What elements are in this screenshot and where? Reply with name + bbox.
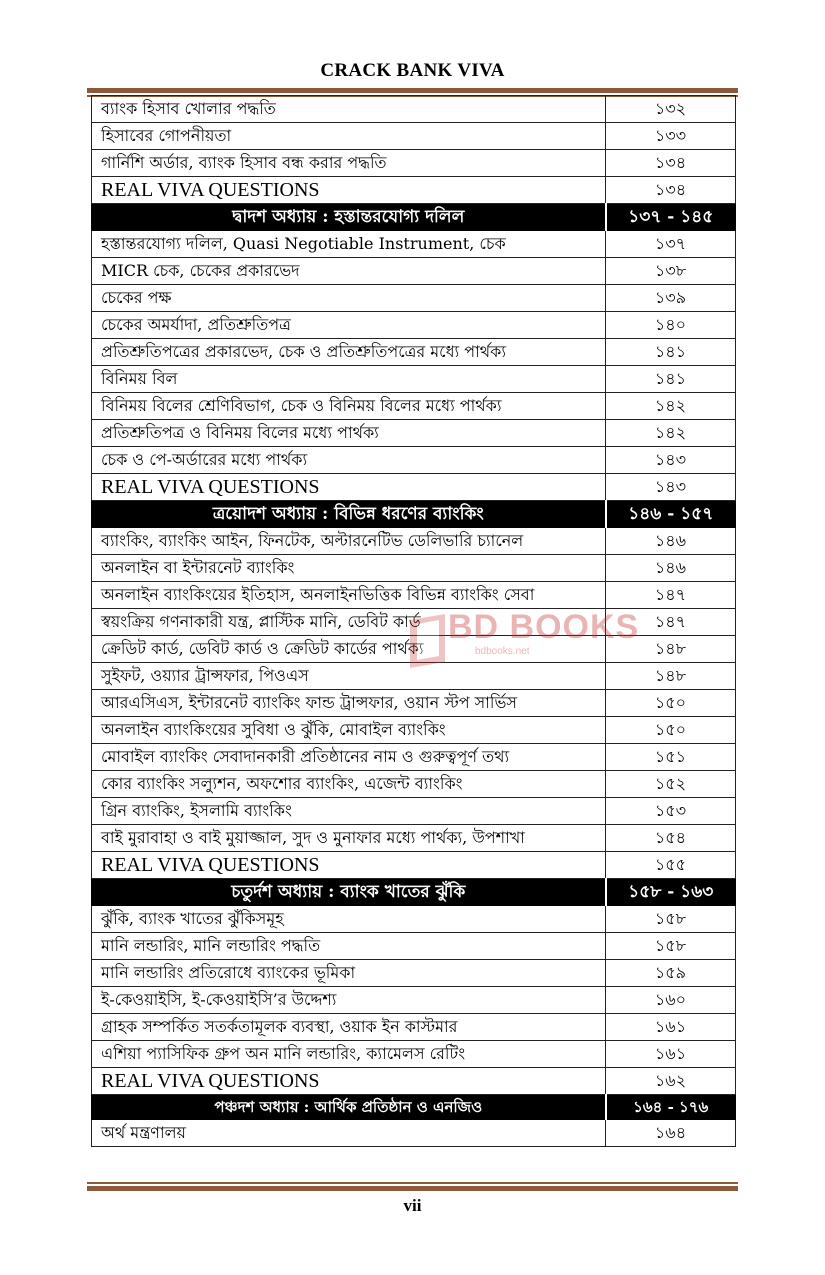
toc-row bbox=[92, 1120, 736, 1147]
running-header: CRACK BANK VIVA bbox=[320, 60, 505, 81]
page-number-cell: ১৪৮ bbox=[606, 663, 736, 690]
topic-title: প্রতিশ্রুতিপত্র ও বিনিময় বিলের মধ্যে পার্থক্য bbox=[92, 420, 606, 447]
page-number-cell: ১৪৩ bbox=[606, 447, 736, 474]
topic-title: REAL VIVA QUESTIONS bbox=[92, 852, 606, 879]
real-viva-questions-row bbox=[92, 852, 736, 879]
topic-title: অনলাইন ব্যাংকিংয়ের সুবিধা ও ঝুঁকি, মোবাইল ব্যাংকিং bbox=[92, 717, 606, 744]
topic-title: চেক ও পে-অর্ডারের মধ্যে পার্থক্য bbox=[92, 447, 606, 474]
topic-title: মানি লন্ডারিং প্রতিরোধে ব্যাংকের ভূমিকা bbox=[92, 960, 606, 987]
toc-row bbox=[92, 312, 736, 339]
page-number-cell: ১৪১ bbox=[606, 339, 736, 366]
topic-title: স্বয়ংক্রিয় গণনাকারী যন্ত্র, প্লাস্টিক মানি, ডেবিট কার্ড bbox=[92, 609, 606, 636]
topic-title: কোর ব্যাংকিং সল্যুশন, অফশোর ব্যাংকিং, এজেন্ট ব্যাংকিং bbox=[92, 771, 606, 798]
topic-title: ঝুঁকি, ব্যাংক খাতের ঝুঁকিসমূহ bbox=[92, 906, 606, 933]
real-viva-questions-row bbox=[92, 474, 736, 501]
toc-row bbox=[92, 285, 736, 312]
toc-row bbox=[92, 555, 736, 582]
topic-title: REAL VIVA QUESTIONS bbox=[92, 1068, 606, 1095]
page-number-cell: ১৩২ bbox=[606, 96, 736, 123]
topic-title: হিসাবের গোপনীয়তা bbox=[92, 123, 606, 150]
chapter-page-range: ১৫৮ - ১৬৩ bbox=[606, 879, 736, 906]
toc-row bbox=[92, 393, 736, 420]
page-number-cell: ১৫৯ bbox=[606, 960, 736, 987]
page-number-cell: ১৫১ bbox=[606, 744, 736, 771]
chapter-page-range: ১৩৭ - ১৪৫ bbox=[606, 204, 736, 231]
toc-row bbox=[92, 258, 736, 285]
page-number-cell: ১৫৪ bbox=[606, 825, 736, 852]
table-of-contents bbox=[91, 95, 736, 1147]
toc-row bbox=[92, 771, 736, 798]
page-number-cell: ১৫৩ bbox=[606, 798, 736, 825]
page-number-cell: ১৪৭ bbox=[606, 609, 736, 636]
page-number-cell: ১৫০ bbox=[606, 690, 736, 717]
chapter-title: দ্বাদশ অধ্যায় : হস্তান্তরযোগ্য দলিল bbox=[92, 204, 606, 231]
topic-title: গ্রিন ব্যাংকিং, ইসলামি ব্যাংকিং bbox=[92, 798, 606, 825]
toc-row bbox=[92, 663, 736, 690]
toc-row bbox=[92, 933, 736, 960]
header-rule bbox=[87, 88, 738, 93]
topic-title: বিনিময় বিল bbox=[92, 366, 606, 393]
chapter-title: পঞ্চদশ অধ্যায় : আর্থিক প্রতিষ্ঠান ও এনজিও bbox=[92, 1095, 606, 1120]
page-number-cell: ১৬১ bbox=[606, 1041, 736, 1068]
topic-title: ই-কেওয়াইসি, ই-কেওয়াইসি’র উদ্দেশ্য bbox=[92, 987, 606, 1014]
topic-title: প্রতিশ্রুতিপত্রের প্রকারভেদ, চেক ও প্রতিশ্রুতিপত্রের মধ্যে পার্থক্য bbox=[92, 339, 606, 366]
real-viva-questions-row bbox=[92, 1068, 736, 1095]
page-number-cell: ১৪৩ bbox=[606, 474, 736, 501]
page-number-cell: ১৬২ bbox=[606, 1068, 736, 1095]
chapter-heading-row bbox=[92, 501, 736, 528]
footer-rule bbox=[87, 1186, 738, 1191]
toc-row bbox=[92, 582, 736, 609]
topic-title: হস্তান্তরযোগ্য দলিল, Quasi Negotiable Instrument, চেক bbox=[92, 231, 606, 258]
page-number-cell: ১৫৮ bbox=[606, 933, 736, 960]
page-number: vii bbox=[403, 1196, 422, 1215]
topic-title: বিনিময় বিলের শ্রেণিবিভাগ, চেক ও বিনিময় বিলের মধ্যে পার্থক্য bbox=[92, 393, 606, 420]
toc-row bbox=[92, 150, 736, 177]
page-number-cell: ১৪৬ bbox=[606, 555, 736, 582]
page-number-cell: ১৪০ bbox=[606, 312, 736, 339]
page-number-cell: ১৪২ bbox=[606, 420, 736, 447]
toc-row bbox=[92, 231, 736, 258]
toc-row bbox=[92, 1014, 736, 1041]
topic-title: গার্নিশি অর্ডার, ব্যাংক হিসাব বন্ধ করার পদ্ধতি bbox=[92, 150, 606, 177]
topic-title: ক্রেডিট কার্ড, ডেবিট কার্ড ও ক্রেডিট কার্ডের পার্থক্য bbox=[92, 636, 606, 663]
page-number-cell: ১৩৯ bbox=[606, 285, 736, 312]
toc-row bbox=[92, 960, 736, 987]
toc-row bbox=[92, 1041, 736, 1068]
topic-title: মোবাইল ব্যাংকিং সেবাদানকারী প্রতিষ্ঠানের নাম ও গুরুত্বপূর্ণ তথ্য bbox=[92, 744, 606, 771]
page-number-cell: ১৪৮ bbox=[606, 636, 736, 663]
page-number-cell: ১৫৮ bbox=[606, 906, 736, 933]
page-number-cell: ১৩৭ bbox=[606, 231, 736, 258]
chapter-heading-row bbox=[92, 204, 736, 231]
page-number-cell: ১৪৭ bbox=[606, 582, 736, 609]
topic-title: মানি লন্ডারিং, মানি লন্ডারিং পদ্ধতি bbox=[92, 933, 606, 960]
chapter-title: চতুর্দশ অধ্যায় : ব্যাংক খাতের ঝুঁকি bbox=[92, 879, 606, 906]
page-number-cell: ১৫৫ bbox=[606, 852, 736, 879]
page-number-cell: ১৩৩ bbox=[606, 123, 736, 150]
footer-rule-thin bbox=[87, 1182, 738, 1184]
topic-title: ব্যাংকিং, ব্যাংকিং আইন, ফিনটেক, অল্টারনেটিভ ডেলিভারি চ্যানেল bbox=[92, 528, 606, 555]
page-number-cell: ১৩৪ bbox=[606, 177, 736, 204]
topic-title: এশিয়া প্যাসিফিক গ্রুপ অন মানি লন্ডারিং, ক্যামেলস রেটিং bbox=[92, 1041, 606, 1068]
chapter-heading-row bbox=[92, 879, 736, 906]
page-number-cell: ১৫০ bbox=[606, 717, 736, 744]
toc-row bbox=[92, 420, 736, 447]
topic-title: চেকের অমর্যাদা, প্রতিশ্রুতিপত্র bbox=[92, 312, 606, 339]
topic-title: চেকের পক্ষ bbox=[92, 285, 606, 312]
watermark-subtext: bdbooks.net bbox=[475, 646, 530, 657]
topic-title: ব্যাংক হিসাব খোলার পদ্ধতি bbox=[92, 96, 606, 123]
chapter-page-range: ১৬৪ - ১৭৬ bbox=[606, 1095, 736, 1120]
page-number-cell: ১৫২ bbox=[606, 771, 736, 798]
toc-row bbox=[92, 798, 736, 825]
topic-title: আরএসিএস, ইন্টারনেট ব্যাংকিং ফান্ড ট্রান্সফার, ওয়ান স্টপ সার্ভিস bbox=[92, 690, 606, 717]
toc-row bbox=[92, 339, 736, 366]
toc-row bbox=[92, 825, 736, 852]
topic-title: বাই মুরাবাহা ও বাই মুয়াজ্জাল, সুদ ও মুনাফার মধ্যে পার্থক্য, উপশাখা bbox=[92, 825, 606, 852]
topic-title: MICR চেক, চেকের প্রকারভেদ bbox=[92, 258, 606, 285]
toc-row bbox=[92, 123, 736, 150]
topic-title: অনলাইন বা ইন্টারনেট ব্যাংকিং bbox=[92, 555, 606, 582]
page-number-cell: ১৪৬ bbox=[606, 528, 736, 555]
toc-row bbox=[92, 96, 736, 123]
chapter-page-range: ১৪৬ - ১৫৭ bbox=[606, 501, 736, 528]
toc-row bbox=[92, 447, 736, 474]
real-viva-questions-row bbox=[92, 177, 736, 204]
page-number-cell: ১৪২ bbox=[606, 393, 736, 420]
topic-title: অনলাইন ব্যাংকিংয়ের ইতিহাস, অনলাইনভিত্তিক বিভিন্ন ব্যাংকিং সেবা bbox=[92, 582, 606, 609]
page-number-cell: ১৬৪ bbox=[606, 1120, 736, 1147]
toc-row bbox=[92, 987, 736, 1014]
topic-title: গ্রাহক সম্পর্কিত সতর্কতামূলক ব্যবস্থা, ওয়াক ইন কাস্টমার bbox=[92, 1014, 606, 1041]
chapter-heading-row bbox=[92, 1095, 736, 1120]
topic-title: REAL VIVA QUESTIONS bbox=[92, 474, 606, 501]
page-number-cell: ১৩৮ bbox=[606, 258, 736, 285]
topic-title: অর্থ মন্ত্রণালয় bbox=[92, 1120, 606, 1147]
toc-row bbox=[92, 366, 736, 393]
toc-row bbox=[92, 744, 736, 771]
toc-row bbox=[92, 717, 736, 744]
chapter-title: ত্রয়োদশ অধ্যায় : বিভিন্ন ধরণের ব্যাংকিং bbox=[92, 501, 606, 528]
topic-title: REAL VIVA QUESTIONS bbox=[92, 177, 606, 204]
watermark-text: BD BOOKS bbox=[448, 608, 640, 646]
page-number-cell: ১৩৪ bbox=[606, 150, 736, 177]
page-number-cell: ১৪১ bbox=[606, 366, 736, 393]
page-number-cell: ১৬০ bbox=[606, 987, 736, 1014]
topic-title: সুইফট, ওয়্যার ট্রান্সফার, পিওএস bbox=[92, 663, 606, 690]
toc-row bbox=[92, 690, 736, 717]
toc-row bbox=[92, 906, 736, 933]
toc-row bbox=[92, 528, 736, 555]
page-number-cell: ১৬১ bbox=[606, 1014, 736, 1041]
